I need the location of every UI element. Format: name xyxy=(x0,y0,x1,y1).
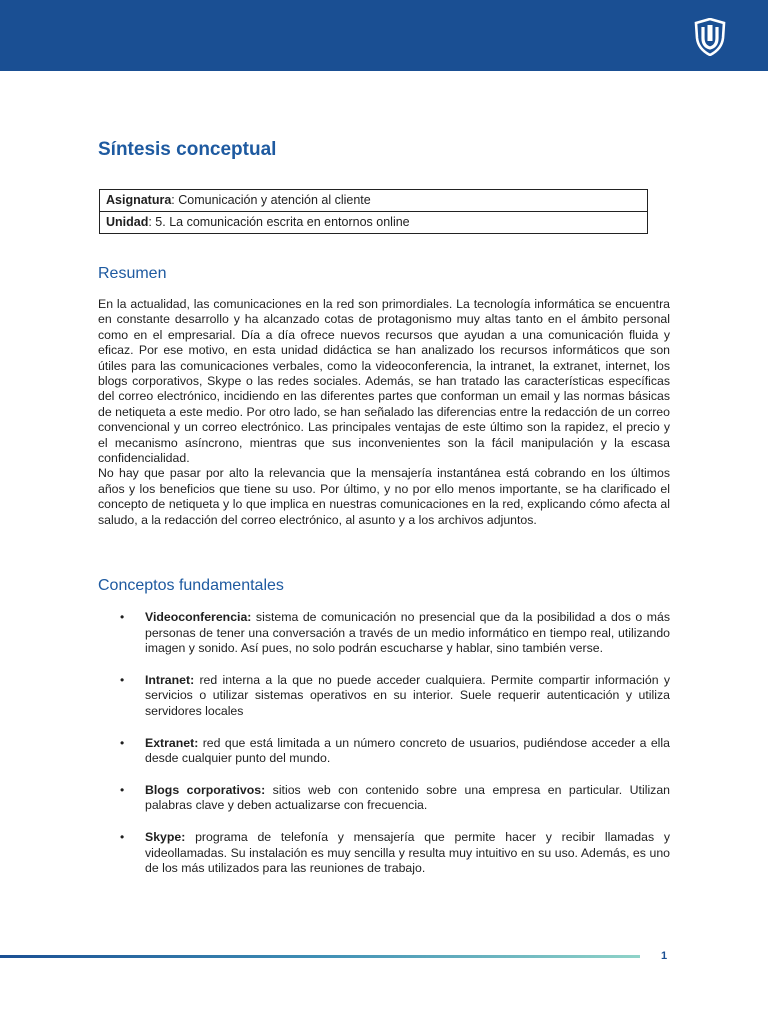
concept-text: red interna a la que no puede acceder cualquiera. Permite compartir información y servicios o utilizar sistemas operativos en su interior. Suele requerir autenticación y utiliza servidores locales xyxy=(145,672,670,718)
concept-term: Videoconferencia: xyxy=(145,610,252,624)
summary-heading: Resumen xyxy=(98,265,167,282)
summary-body xyxy=(98,297,670,528)
subject-value: : Comunicación y atención al cliente xyxy=(171,193,371,207)
page-number: 1 xyxy=(661,950,668,962)
concept-term: Extranet: xyxy=(145,735,199,750)
unit-value: : 5. La comunicación escrita en entornos online xyxy=(148,215,410,229)
concept-term: Intranet: xyxy=(145,672,195,687)
bullet-icon: • xyxy=(120,672,125,687)
bullet-icon: • xyxy=(120,782,125,797)
concept-text: programa de telefonía y mensajería que permite hacer y recibir llamadas y videollamadas. Su instalación es muy sencilla y resulta muy intuitivo en su uso. Además, es uno de los más utilizados para las reuniones de trabajo. xyxy=(145,829,670,876)
subject-cell xyxy=(100,190,648,212)
list-item xyxy=(120,783,670,814)
shield-logo-icon xyxy=(692,18,728,56)
page-title: Síntesis conceptual xyxy=(98,139,277,160)
unit-row xyxy=(100,212,648,234)
bullet-icon: • xyxy=(120,610,125,624)
list-item xyxy=(120,736,670,767)
list-item xyxy=(120,610,670,657)
concept-text: sistema de comunicación no presencial que da la posibilidad a dos o más personas de tener una conversación a través de un medio informático en tiempo real, utilizando imagen y sonido. Así pues, no solo podrán escucharse y hablar, sino también verse. xyxy=(145,610,670,656)
bullet-icon: • xyxy=(120,735,125,750)
concept-text: sitios web con contenido sobre una empresa en particular. Utilizan palabras clave y deben actualizarse con frecuencia. xyxy=(145,782,670,813)
summary-paragraph: En la actualidad, las comunicaciones en la red son primordiales. La tecnología informática se encuentra en constante desarrollo y ha alcanzado cotas de protagonismo muy altas tanto en el ámbito personal como en el empresarial. Día a día ofrece nuevos recursos que ayudan a una comunicación fluida y eficaz. Por ese motivo, en esta unidad didáctica se han analizado los recursos informáticos que son útiles para las comunicaciones verbales, como la videoconferencia, la intranet, la extranet, internet, los blogs corporativos, Skype o las redes sociales. Además, se han tratado las características específicas del correo electrónico, incidiendo en las diferentes partes que conforman un email y las normas básicas de netiqueta a este medio. Por otro lado, se han señalado las diferencias entre la redacción de un correo convencional y un correo electrónico. Las principales ventajas de este último son la rapidez, el precio y el mecanismo asíncrono, mientras que sus inconvenientes son la fácil manipulación y la escasa confidencialidad. xyxy=(98,297,670,466)
subject-row xyxy=(100,190,648,212)
concept-term: Skype: xyxy=(145,829,186,844)
summary-paragraph: No hay que pasar por alto la relevancia que la mensajería instantánea está cobrando en los últimos años y los beneficios que tiene su uso. Por último, y no por ello menos importante, se ha clarificado el concepto de netiqueta y lo que implica en nuestras comunicaciones en la red, explicando cómo afecta al saludo, a la redacción del correo electrónico, al asunto y a los archivos adjuntos. xyxy=(98,466,670,527)
footer-divider xyxy=(0,955,640,958)
unit-label: Unidad xyxy=(106,215,149,229)
unit-cell xyxy=(100,212,648,234)
bullet-icon: • xyxy=(120,829,125,844)
header-band xyxy=(0,0,768,71)
subject-info-table xyxy=(99,189,648,234)
concept-term: Blogs corporativos: xyxy=(145,782,266,797)
list-item xyxy=(120,673,670,720)
subject-label: Asignatura xyxy=(106,193,172,207)
concepts-list xyxy=(120,610,670,893)
concept-text: red que está limitada a un número concreto de usuarios, pudiéndose acceder a ella desde cualquier punto del mundo. xyxy=(145,735,670,766)
list-item xyxy=(120,830,670,877)
concepts-heading: Conceptos fundamentales xyxy=(98,577,284,594)
